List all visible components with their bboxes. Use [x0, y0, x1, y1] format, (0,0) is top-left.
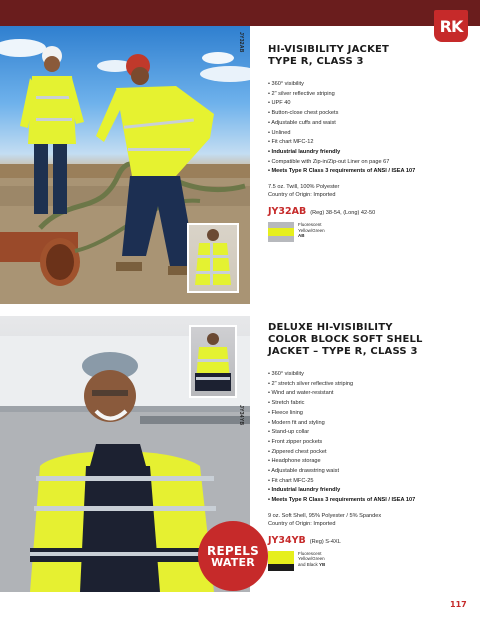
feature-item: • Button-close chest pockets: [268, 109, 473, 119]
product-2-title-line: DELUXE HI-VISIBILITY: [268, 322, 393, 333]
inset-photo-back-view-1: [187, 223, 239, 293]
product-2-title: [268, 322, 473, 358]
product-1-fabric: [268, 183, 473, 199]
style-code: JY32AB: [268, 206, 307, 218]
product-1-feature-list: [268, 80, 473, 177]
feature-item: • Modern fit and styling: [268, 419, 473, 429]
feature-item: • Meets Type R Class 3 requirements of ANSI / ISEA 107: [268, 167, 473, 177]
swatch-band: [268, 228, 294, 236]
feature-item: • Fit chart MFC-12: [268, 138, 473, 148]
feature-item: • Industrial laundry friendly: [268, 148, 473, 158]
feature-item: • Stretch fabric: [268, 399, 473, 409]
product-1-color-option: [268, 222, 473, 242]
size-range: (Reg) 38-54, (Long) 42-50: [310, 210, 376, 217]
product-2-title-line: JACKET – TYPE R, CLASS 3: [268, 346, 418, 357]
swatch-band: [268, 551, 294, 558]
brand-logo: [434, 10, 468, 42]
top-banner: [0, 0, 480, 26]
product-2-title-line: COLOR BLOCK SOFT SHELL: [268, 334, 423, 345]
feature-item: • 2" silver reflective striping: [268, 90, 473, 100]
inset-photo-back-view-2: [189, 325, 237, 398]
color-code: AB: [298, 233, 305, 239]
feature-item: • Meets Type R Class 3 requirements of ANSI / ISEA 107: [268, 496, 473, 506]
feature-item: • Headphone storage: [268, 457, 473, 467]
feature-item: • 2" stretch silver reflective striping: [268, 380, 473, 390]
product-1-title-line: TYPE R, CLASS 3: [268, 56, 364, 67]
product-1-title-line: HI-VISIBILITY JACKET: [268, 44, 390, 55]
feature-item: • 360° visibility: [268, 80, 473, 90]
color-label: [298, 551, 325, 568]
size-range: (Reg) S-4XL: [309, 538, 341, 545]
sku-tag-1: JY32AB: [238, 32, 244, 53]
color-name: Yellow/Green: [298, 556, 325, 562]
swatch-band: [268, 564, 294, 571]
badge-line: WATER: [211, 555, 255, 569]
product-2-feature-list: [268, 370, 473, 506]
feature-item: • UPF 40: [268, 99, 473, 109]
origin-line: Country of Origin: Imported: [268, 192, 336, 199]
product-2-color-option: [268, 551, 473, 571]
color-name: Yellow/Green: [298, 227, 325, 233]
color-swatch: [268, 222, 294, 242]
feature-item: • Fleece lining: [268, 409, 473, 419]
product-1-title: [268, 44, 473, 68]
page-number: 117: [450, 600, 467, 609]
feature-item: • 360° visibility: [268, 370, 473, 380]
repels-water-badge: [198, 521, 268, 591]
feature-item: • Unlined: [268, 129, 473, 139]
feature-item: • Fit chart MFC-25: [268, 477, 473, 487]
feature-item: • Industrial laundry friendly: [268, 486, 473, 496]
feature-item: • Wind and water-resistant: [268, 389, 473, 399]
swatch-band: [268, 558, 294, 565]
product-2-style-row: [268, 535, 473, 546]
product-1-style-row: [268, 206, 473, 217]
fabric-line: 7.5 oz. Twill, 100% Polyester: [268, 184, 340, 191]
fabric-line: 9 oz. Soft Shell, 95% Polyester / 5% Spandex: [268, 512, 382, 519]
color-name: Fluorescent: [298, 550, 322, 556]
color-name: and Black: [298, 562, 318, 568]
badge-line: REPELS: [207, 543, 259, 558]
feature-item: • Adjustable drawstring waist: [268, 467, 473, 477]
feature-item: • Compatible with Zip-in/Zip-out Liner on page 67: [268, 158, 473, 168]
origin-line: Country of Origin: Imported: [268, 520, 336, 527]
color-swatch: [268, 551, 294, 571]
feature-item: • Zippered chest pocket: [268, 448, 473, 458]
swatch-band: [268, 236, 294, 242]
color-label: [298, 222, 325, 239]
feature-item: • Adjustable cuffs and waist: [268, 119, 473, 129]
feature-item: • Front zipper pockets: [268, 438, 473, 448]
color-name: Fluorescent: [298, 222, 322, 228]
color-code: YB: [319, 562, 326, 568]
feature-item: • Stand-up collar: [268, 428, 473, 438]
style-code: JY34YB: [268, 534, 306, 546]
product-2-details: [268, 322, 473, 571]
sku-tag-2: JY34YB: [238, 405, 244, 426]
product-2-fabric: [268, 512, 473, 528]
brand-logo-text: RK: [439, 16, 463, 36]
product-1-details: [268, 44, 473, 242]
